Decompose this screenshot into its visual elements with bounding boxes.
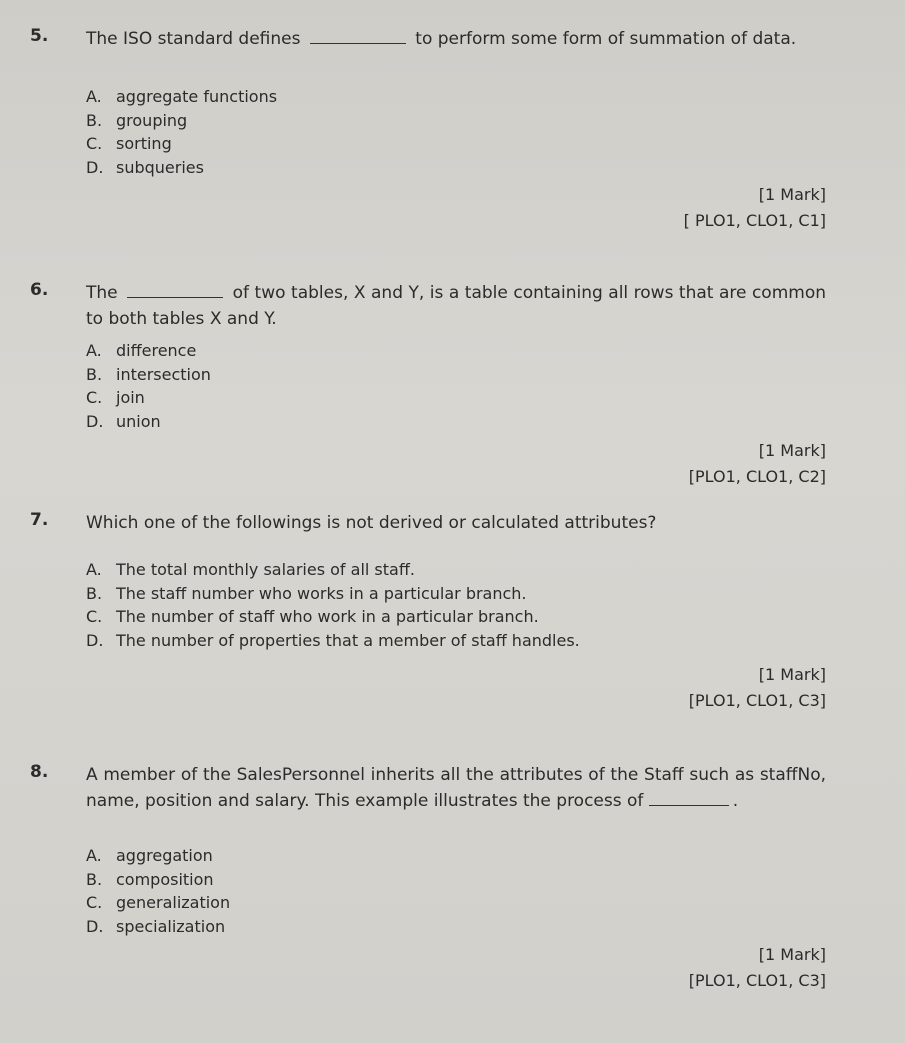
mark-value: [1 Mark] — [758, 185, 826, 204]
option-a: A. The total monthly salaries of all staff. — [86, 560, 415, 579]
option-b: B. composition — [86, 869, 214, 889]
option-d: D. subqueries — [86, 157, 204, 177]
learning-outcomes: [PLO1, CLO1, C2] — [688, 467, 826, 486]
marks-block — [689, 942, 826, 994]
options-list — [86, 558, 580, 652]
options-list — [86, 844, 230, 938]
question-number: 6. — [30, 280, 49, 300]
question-number: 5. — [30, 26, 49, 46]
question-8 — [30, 762, 826, 1002]
option-d: D. specialization — [86, 916, 226, 936]
option-d: D. The number of properties that a member of staff handles. — [86, 630, 580, 650]
question-6 — [30, 280, 826, 500]
marks-block — [689, 438, 826, 490]
option-c: C. The number of staff who work in a particular branch. — [86, 607, 539, 626]
learning-outcomes: [PLO1, CLO1, C3] — [688, 691, 826, 710]
marks-block — [684, 182, 826, 234]
option-c: C. sorting — [86, 134, 172, 153]
question-text: Which one of the followings is not derived or calculated attributes? — [86, 513, 657, 533]
mark-value: [1 Mark] — [758, 441, 826, 460]
options-list — [86, 85, 277, 179]
answer-blank — [127, 285, 223, 298]
learning-outcomes: [ PLO1, CLO1, C1] — [683, 211, 826, 230]
question-text: The ISO standard defines to perform some form of summation of data. — [86, 29, 797, 49]
question-number: 7. — [30, 510, 49, 530]
learning-outcomes: [PLO1, CLO1, C3] — [688, 971, 826, 990]
marks-block — [689, 662, 826, 714]
option-d: D. union — [86, 411, 161, 431]
option-b: B. intersection — [86, 364, 211, 384]
option-a: A. difference — [86, 341, 197, 360]
option-a: A. aggregate functions — [86, 87, 278, 106]
question-text: The of two tables, X and Y, is a table containing all rows that are common to both tables X and Y. — [86, 283, 827, 329]
question-5 — [30, 26, 826, 246]
question-number: 8. — [30, 762, 49, 782]
question-text: A member of the SalesPersonnel inherits all the attributes of the Staff such as staffNo, name, position and salary. This example illustrates the process of . — [86, 765, 826, 811]
answer-blank — [649, 793, 729, 806]
option-c: C. join — [86, 388, 145, 407]
option-b: B. grouping — [86, 110, 188, 130]
mark-value: [1 Mark] — [758, 665, 826, 684]
mark-value: [1 Mark] — [758, 945, 826, 964]
answer-blank — [310, 31, 406, 44]
option-c: C. generalization — [86, 893, 231, 912]
question-7 — [30, 510, 826, 730]
options-list — [86, 339, 211, 433]
option-a: A. aggregation — [86, 846, 213, 865]
option-b: B. The staff number who works in a particular branch. — [86, 583, 527, 603]
